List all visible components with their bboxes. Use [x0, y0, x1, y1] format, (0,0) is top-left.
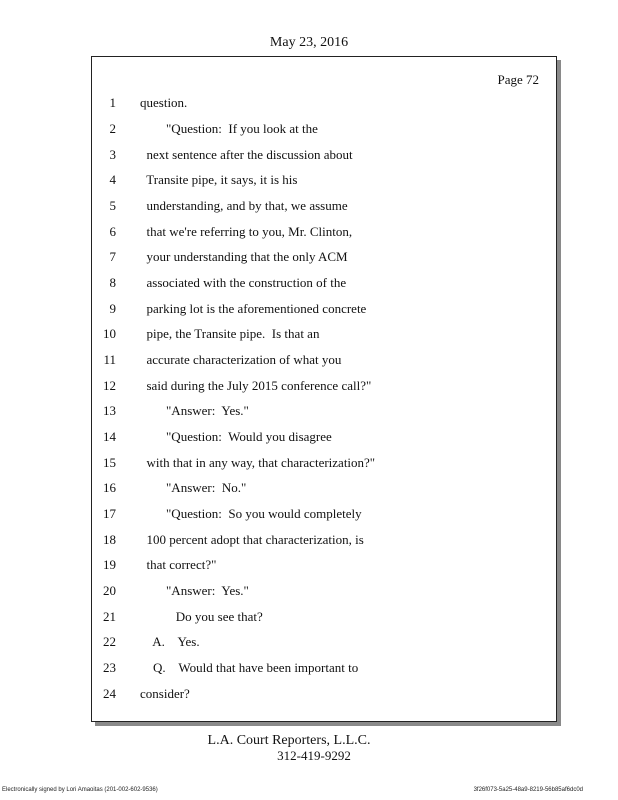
line-number: 14 — [103, 429, 116, 444]
line-number: 2 — [109, 121, 116, 136]
transcript-line — [92, 119, 556, 139]
line-text: pipe, the Transite pipe. Is that an — [140, 326, 320, 341]
line-number: 19 — [103, 557, 116, 572]
line-number: 17 — [103, 506, 116, 521]
line-number: 7 — [109, 249, 116, 264]
transcript-line — [92, 299, 556, 319]
line-number: 23 — [103, 660, 116, 675]
page-number: Page 72 — [497, 72, 539, 87]
line-number: 18 — [103, 532, 116, 547]
transcript-line — [92, 222, 556, 242]
line-text: "Answer: Yes." — [140, 583, 249, 598]
line-text: said during the July 2015 conference call?" — [140, 378, 372, 393]
transcript-line — [92, 376, 556, 396]
transcript-line — [92, 478, 556, 498]
line-text: Do you see that? — [140, 609, 263, 624]
line-number: 15 — [103, 455, 116, 470]
line-number: 24 — [103, 686, 116, 701]
line-number: 6 — [109, 224, 116, 239]
line-text: understanding, and by that, we assume — [140, 198, 348, 213]
transcript-line — [92, 555, 556, 575]
document-id: 3f26f073-5a25-48a9-8219-56b85af6dc0d — [473, 787, 583, 793]
line-text: your understanding that the only ACM — [140, 249, 348, 264]
transcript-line — [92, 504, 556, 524]
line-text: "Question: Would you disagree — [140, 429, 332, 444]
line-number: 20 — [103, 583, 116, 598]
line-text: with that in any way, that characterization?" — [140, 455, 376, 470]
line-number: 1 — [109, 95, 116, 110]
footer-company: L.A. Court Reporters, L.L.C. — [207, 733, 371, 748]
transcript-line — [92, 427, 556, 447]
line-number: 4 — [109, 172, 116, 187]
line-number: 5 — [109, 198, 116, 213]
line-number: 3 — [109, 147, 116, 162]
transcript-line — [92, 607, 556, 627]
line-text: "Question: So you would completely — [140, 506, 362, 521]
line-text: question. — [140, 95, 188, 110]
line-text: parking lot is the aforementioned concrete — [140, 301, 367, 316]
line-text: next sentence after the discussion about — [140, 147, 353, 162]
line-text: A. Yes. — [140, 634, 200, 649]
line-text: "Answer: Yes." — [140, 403, 249, 418]
line-text: "Question: If you look at the — [140, 121, 318, 136]
line-text: consider? — [140, 686, 190, 701]
line-number: 22 — [103, 634, 116, 649]
line-text: Q. Would that have been important to — [140, 660, 359, 675]
transcript-line — [92, 684, 556, 704]
transcript-line — [92, 170, 556, 190]
line-number: 21 — [103, 609, 116, 624]
line-text: 100 percent adopt that characterization, is — [140, 532, 364, 547]
line-number: 16 — [103, 480, 116, 495]
line-number: 12 — [103, 378, 116, 393]
line-number: 9 — [109, 301, 116, 316]
transcript-line — [92, 453, 556, 473]
transcript-line — [92, 145, 556, 165]
footer-phone: 312-419-9292 — [277, 748, 351, 763]
line-text: Transite pipe, it says, it is his — [140, 172, 298, 187]
transcript-line — [92, 247, 556, 267]
transcript-line — [92, 530, 556, 550]
line-number: 13 — [103, 403, 116, 418]
transcript-line — [92, 196, 556, 216]
transcript-page — [91, 56, 557, 722]
transcript-line — [92, 581, 556, 601]
transcript-line — [92, 632, 556, 652]
transcript-line — [92, 658, 556, 678]
line-text: accurate characterization of what you — [140, 352, 342, 367]
electronic-signature-text: Electronically signed by Lori Amaoitas (201-002-602-9536) — [2, 787, 158, 793]
line-number: 11 — [103, 352, 116, 367]
transcript-line — [92, 401, 556, 421]
transcript-line — [92, 324, 556, 344]
transcript-line — [92, 273, 556, 293]
line-text: that correct?" — [140, 557, 217, 572]
line-text: that we're referring to you, Mr. Clinton, — [140, 224, 353, 239]
line-number: 8 — [109, 275, 116, 290]
page-header-date: May 23, 2016 — [269, 35, 349, 50]
transcript-line — [92, 350, 556, 370]
line-text: associated with the construction of the — [140, 275, 347, 290]
transcript-line — [92, 93, 556, 113]
line-text: "Answer: No." — [140, 480, 247, 495]
line-number: 10 — [103, 326, 116, 341]
